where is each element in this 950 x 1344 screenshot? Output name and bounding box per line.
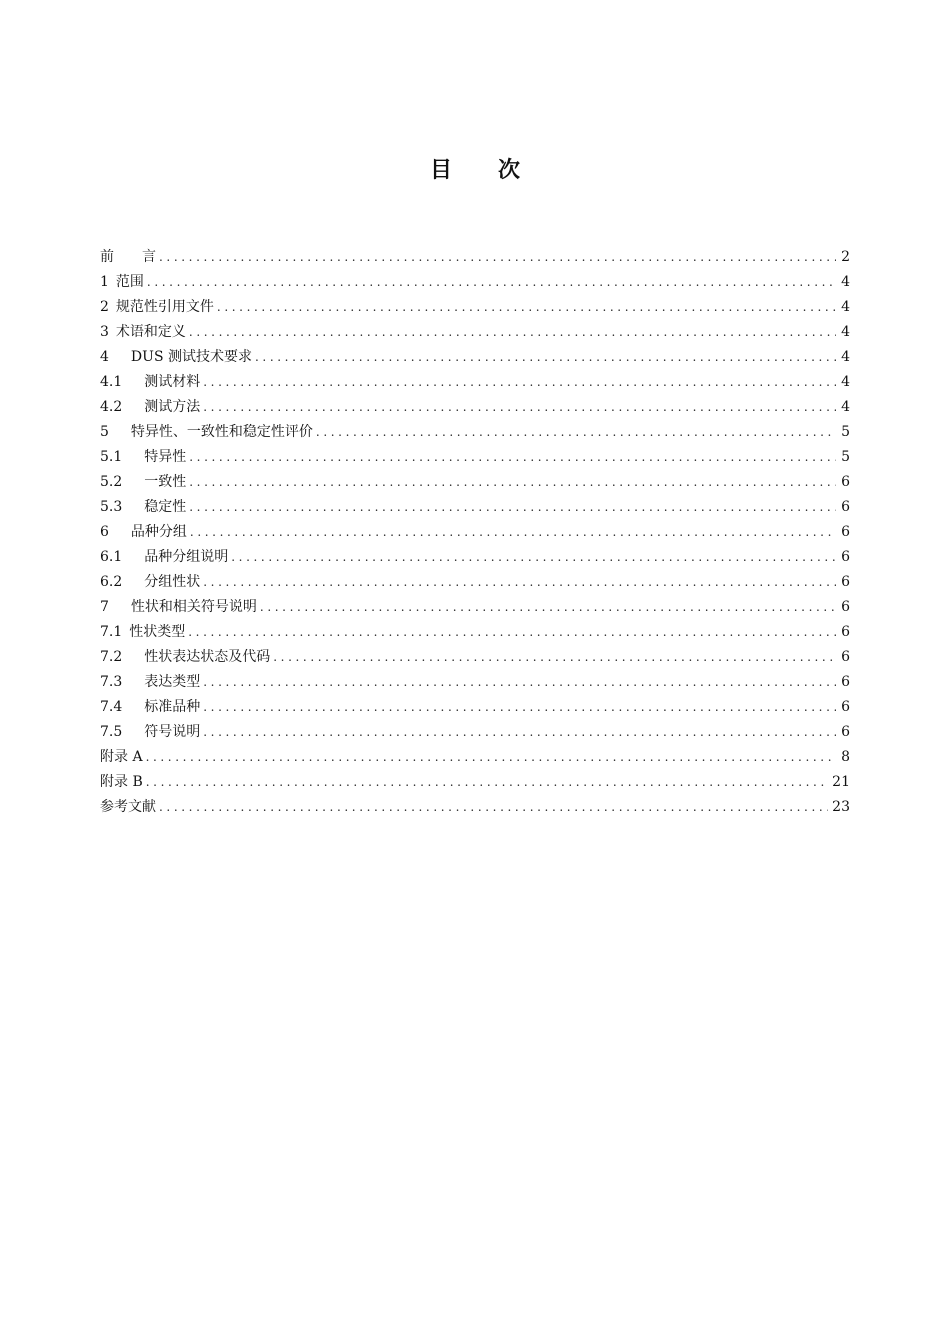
toc-entry[interactable]: [100, 695, 850, 720]
toc-entry-text: 规范性引用文件: [115, 299, 214, 315]
toc-entry-text: DUS 测试技术要求: [130, 349, 252, 365]
toc-entry-label: [100, 370, 200, 395]
toc-entry-text: 前 言: [100, 249, 156, 265]
toc-entry-text: 特异性、一致性和稳定性评价: [130, 424, 313, 440]
toc-entry-page: 23: [832, 799, 850, 815]
toc-entry-page: 6: [841, 699, 850, 715]
toc-entry-number: 5.2: [100, 474, 123, 490]
toc-leader-dots: [316, 420, 836, 445]
toc-entry-text: 性状和相关符号说明: [130, 599, 257, 615]
toc-entry-page: 6: [841, 574, 850, 590]
toc-leader-dots: [189, 470, 836, 495]
toc-entry[interactable]: [100, 745, 850, 770]
toc-entry-label: [100, 795, 156, 820]
toc-entry[interactable]: [100, 320, 850, 345]
toc-entry-label: [100, 570, 200, 595]
toc-leader-dots: [203, 670, 836, 695]
toc-entry-label: [100, 770, 143, 795]
toc-entry[interactable]: [100, 245, 850, 270]
toc-entry[interactable]: [100, 545, 850, 570]
toc-entry-label: [100, 545, 228, 570]
toc-entry-text: 性状表达状态及代码: [144, 649, 271, 665]
toc-entry-page: 8: [841, 749, 850, 765]
toc-entry-number: 3: [100, 324, 109, 340]
toc-entry-text: 术语和定义: [115, 324, 186, 340]
toc-entry-number: 4: [100, 349, 109, 365]
toc-entry[interactable]: [100, 370, 850, 395]
toc-entry[interactable]: [100, 520, 850, 545]
page-title: [0, 153, 950, 184]
toc-entry-text: 稳定性: [144, 499, 187, 515]
toc-entry[interactable]: [100, 470, 850, 495]
toc-entry[interactable]: [100, 720, 850, 745]
toc-entry-text: 表达类型: [144, 674, 201, 690]
toc-leader-dots: [159, 795, 828, 820]
toc-entry-number: 5: [100, 424, 109, 440]
toc-entry-label: [100, 595, 257, 620]
toc-entry-number: 6.2: [100, 574, 123, 590]
toc-entry-text: 性状类型: [129, 624, 186, 640]
toc-entry-text: 符号说明: [144, 724, 201, 740]
toc-entry-page: 2: [841, 249, 850, 265]
toc-entry-text: 一致性: [144, 474, 187, 490]
toc-entry[interactable]: [100, 395, 850, 420]
toc-leader-dots: [147, 270, 836, 295]
toc-leader-dots: [188, 620, 836, 645]
toc-entry[interactable]: [100, 570, 850, 595]
toc-entry-number: 7: [100, 599, 109, 615]
toc-entry-text: 参考文献: [100, 799, 156, 815]
toc-entry-number: 1: [100, 274, 109, 290]
toc-entry-number: 7.3: [100, 674, 123, 690]
toc-entry-page: 4: [841, 324, 850, 340]
toc-entry-page: 4: [841, 274, 850, 290]
toc-entry-label: [100, 320, 186, 345]
toc-entry-label: [100, 645, 270, 670]
toc-entry[interactable]: [100, 795, 850, 820]
toc-leader-dots: [146, 745, 836, 770]
toc-entry-label: [100, 245, 156, 270]
toc-entry-text: 标准品种: [144, 699, 201, 715]
toc-entry[interactable]: [100, 770, 850, 795]
toc-entry[interactable]: [100, 620, 850, 645]
toc-entry-number: 6: [100, 524, 109, 540]
toc-entry-page: 6: [841, 549, 850, 565]
toc-entry-page: 4: [841, 299, 850, 315]
toc-entry-number: 4.2: [100, 399, 123, 415]
toc-entry[interactable]: [100, 670, 850, 695]
toc-entry-label: [100, 620, 185, 645]
toc-entry-page: 4: [841, 374, 850, 390]
toc-leader-dots: [273, 645, 836, 670]
toc-entry[interactable]: [100, 445, 850, 470]
toc-entry-page: 6: [841, 649, 850, 665]
toc-entry-text: 附录 A: [100, 749, 143, 765]
toc-entry-label: [100, 695, 200, 720]
toc-entry-text: 测试材料: [144, 374, 201, 390]
toc-entry-text: 品种分组: [130, 524, 187, 540]
toc-entry-text: 品种分组说明: [144, 549, 229, 565]
toc-entry-label: [100, 670, 200, 695]
toc-leader-dots: [260, 595, 836, 620]
toc-leader-dots: [255, 345, 836, 370]
toc-entry[interactable]: [100, 345, 850, 370]
toc-entry-label: [100, 345, 252, 370]
toc-leader-dots: [190, 520, 836, 545]
toc-entry-label: [100, 445, 186, 470]
toc-entry-page: 6: [841, 624, 850, 640]
toc-entry-label: [100, 470, 186, 495]
toc-leader-dots: [189, 320, 836, 345]
toc-leader-dots: [231, 545, 836, 570]
table-of-contents: [100, 245, 850, 820]
toc-leader-dots: [203, 695, 836, 720]
toc-entry[interactable]: [100, 495, 850, 520]
toc-entry[interactable]: [100, 270, 850, 295]
toc-entry-number: 6.1: [100, 549, 123, 565]
toc-entry[interactable]: [100, 420, 850, 445]
toc-entry-number: 4.1: [100, 374, 123, 390]
toc-entry-text: 范围: [115, 274, 144, 290]
toc-entry-page: 5: [841, 424, 850, 440]
toc-entry-label: [100, 295, 214, 320]
toc-entry-label: [100, 720, 200, 745]
toc-leader-dots: [203, 395, 836, 420]
toc-entry[interactable]: [100, 595, 850, 620]
toc-entry-page: 6: [841, 599, 850, 615]
toc-entry-label: [100, 420, 313, 445]
toc-entry-page: 5: [841, 449, 850, 465]
toc-leader-dots: [159, 245, 836, 270]
toc-leader-dots: [203, 370, 836, 395]
toc-entry-number: 5.3: [100, 499, 123, 515]
toc-entry-number: 7.2: [100, 649, 123, 665]
toc-entry-page: 6: [841, 724, 850, 740]
toc-entry-text: 分组性状: [144, 574, 201, 590]
toc-entry-page: 4: [841, 349, 850, 365]
toc-entry[interactable]: [100, 295, 850, 320]
toc-leader-dots: [189, 445, 836, 470]
toc-entry-number: 7.1: [100, 624, 123, 640]
toc-entry-number: 5.1: [100, 449, 123, 465]
toc-leader-dots: [189, 495, 836, 520]
toc-entry-text: 附录 B: [100, 774, 143, 790]
toc-leader-dots: [146, 770, 828, 795]
toc-entry-text: 测试方法: [144, 399, 201, 415]
toc-entry-label: [100, 495, 186, 520]
page-title-right: 次: [498, 158, 521, 183]
toc-entry-label: [100, 520, 187, 545]
toc-entry-label: [100, 270, 144, 295]
toc-entry-page: 4: [841, 399, 850, 415]
toc-entry[interactable]: [100, 645, 850, 670]
toc-entry-label: [100, 745, 143, 770]
toc-entry-text: 特异性: [144, 449, 187, 465]
toc-entry-page: 6: [841, 524, 850, 540]
toc-leader-dots: [203, 720, 836, 745]
toc-entry-page: 6: [841, 474, 850, 490]
toc-entry-page: 21: [832, 774, 850, 790]
toc-entry-label: [100, 395, 200, 420]
toc-entry-number: 7.4: [100, 699, 123, 715]
toc-entry-number: 7.5: [100, 724, 123, 740]
toc-leader-dots: [217, 295, 836, 320]
toc-entry-page: 6: [841, 499, 850, 515]
toc-entry-number: 2: [100, 299, 109, 315]
toc-entry-page: 6: [841, 674, 850, 690]
toc-leader-dots: [203, 570, 836, 595]
page-title-left: 目: [429, 158, 452, 183]
